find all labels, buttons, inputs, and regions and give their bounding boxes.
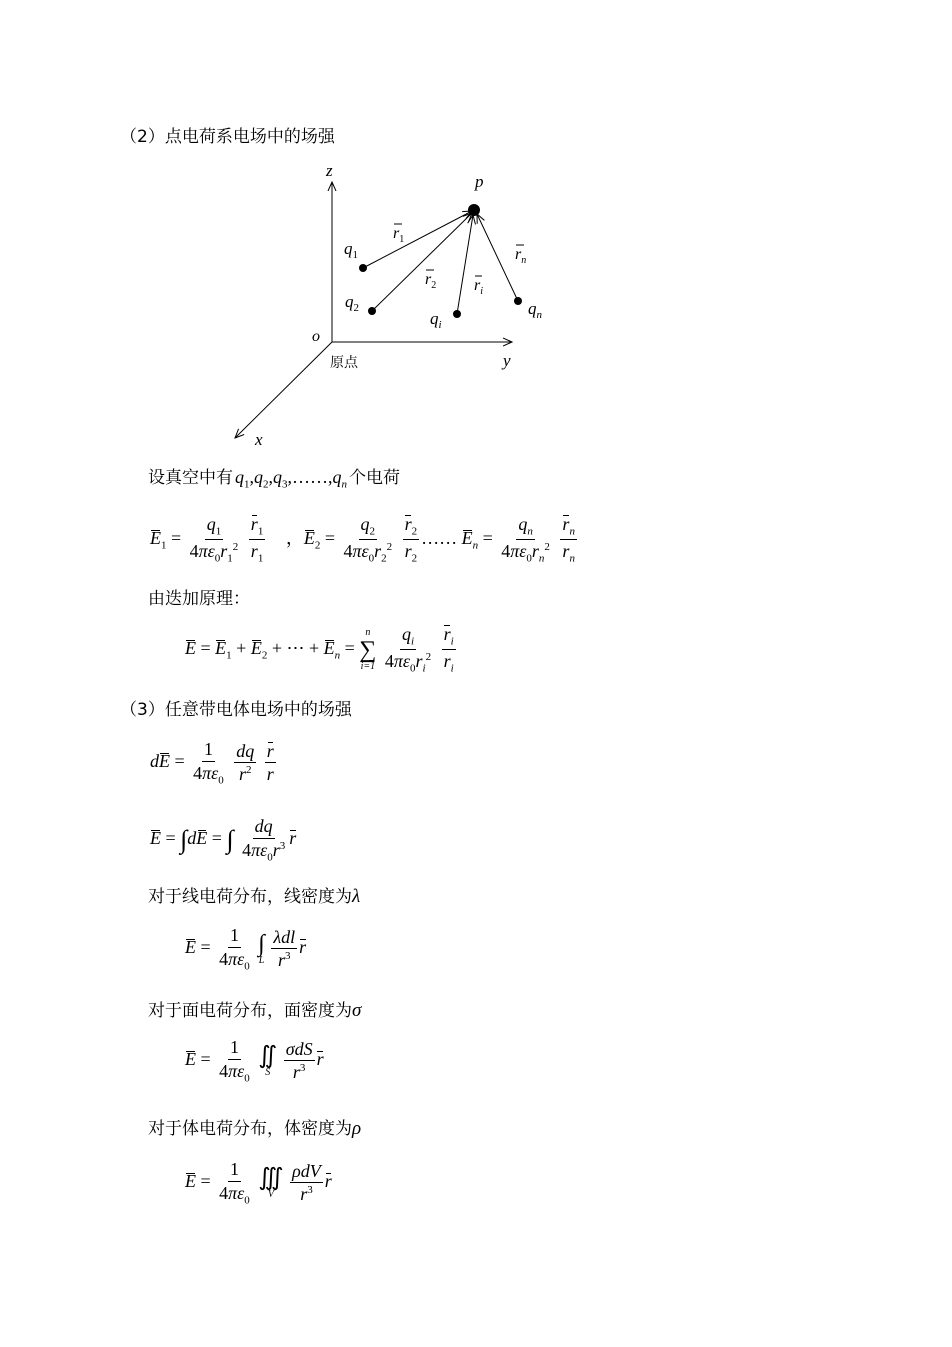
suppose-suffix: 个电荷 [349,468,400,488]
differential-field-formula: dE = $\frac{1}{4\pi\varepsilon_0}$ $\frac{dq}{r^2}$ $\frac{r}{r}$ [150,739,274,787]
origin-letter: o [312,328,320,345]
field-components-formula: $E_1$ = $\frac{q_1}{4\pi\varepsilon_0r_1^2}$ $\frac{r_1}{r_1}$ ，$E_2$ = $\frac{q_2}{4\pi\varepsilon_0r_2^2}$ $\frac{r_2}{r_2}$ …… $E_n$ = $\frac{q_n}{4\pi\varepsilon_0r_n^2}$ $\frac{r_n}{r_n}$ [150,514,575,565]
line-charge-text: 对于线电荷分布，线密度为 [148,887,352,907]
surface-charge-text: 对于面电荷分布，面密度为 [148,1001,352,1021]
vector-r1 [363,211,472,268]
lambda-symbol: λ [352,886,361,907]
charge-count-statement [148,463,400,491]
sigma-symbol: σ [352,1000,362,1021]
q1-label: $q_1$ [344,239,358,261]
section-2-heading: （2）点电荷系电场中的场强 [120,127,335,147]
point-p [468,204,480,216]
y-axis-label: y [503,351,511,370]
surface-charge-formula: E = $\frac{1}{4\pi\varepsilon_0}$ ∬ S $\frac{\text{σdS}}{r^3}$ r [185,1037,324,1085]
point-p-label: p [475,172,484,191]
line-charge-formula: E = $\frac{1}{4\pi\varepsilon_0}$ ∫ L $\frac{\text{λdl}}{r^3}$ r [185,925,307,973]
r2-label: $r_2$ [425,271,437,291]
charge-system-diagram [225,160,565,455]
qi-label: $q_i$ [430,309,442,331]
suppose-prefix: 设真空中有 [148,468,233,488]
x-axis [235,342,332,438]
vector-ri [457,215,473,314]
vector-r2 [372,213,472,311]
ri-label: $r_i$ [474,277,484,297]
integral-field-formula: E = ∫dE = ∫ $\frac{dq}{4\pi\varepsilon_0r^3}$ r [150,816,297,864]
charge-list: $q_1,q_2,q_3,\dots\dots,q_n$ [235,467,347,491]
volume-charge-statement [148,1114,361,1140]
surface-charge-statement [148,996,361,1022]
section-3-heading: （3）任意带电体电场中的场强 [120,700,352,720]
q2-label: $q_2$ [345,292,359,314]
superposition-text: 由迭加原理： [148,589,250,609]
r1-label: $r_1$ [393,225,405,245]
volume-charge-formula: E = $\frac{1}{4\pi\varepsilon_0}$ ∭ V $\frac{\text{ρdV}}{r^3}$ r [185,1159,332,1207]
rn-label: $r_n$ [515,246,527,266]
line-charge-statement [148,882,360,908]
rho-symbol: ρ [352,1118,362,1139]
vector-rn [477,214,518,301]
x-axis-label: x [255,430,263,449]
superposition-formula: $E = E_1 + E_2$ + ⋯ + $E_n$ = n ∑ i=1 $\frac{q_i}{4\pi\varepsilon_0r_i^2}$ $\frac{r_i}{r_i}$ [185,624,454,675]
z-axis-label: z [326,161,333,180]
qn-label: $q_n$ [528,299,542,321]
volume-charge-text: 对于体电荷分布，体密度为 [148,1119,352,1139]
origin-label: 原点 [330,355,358,371]
